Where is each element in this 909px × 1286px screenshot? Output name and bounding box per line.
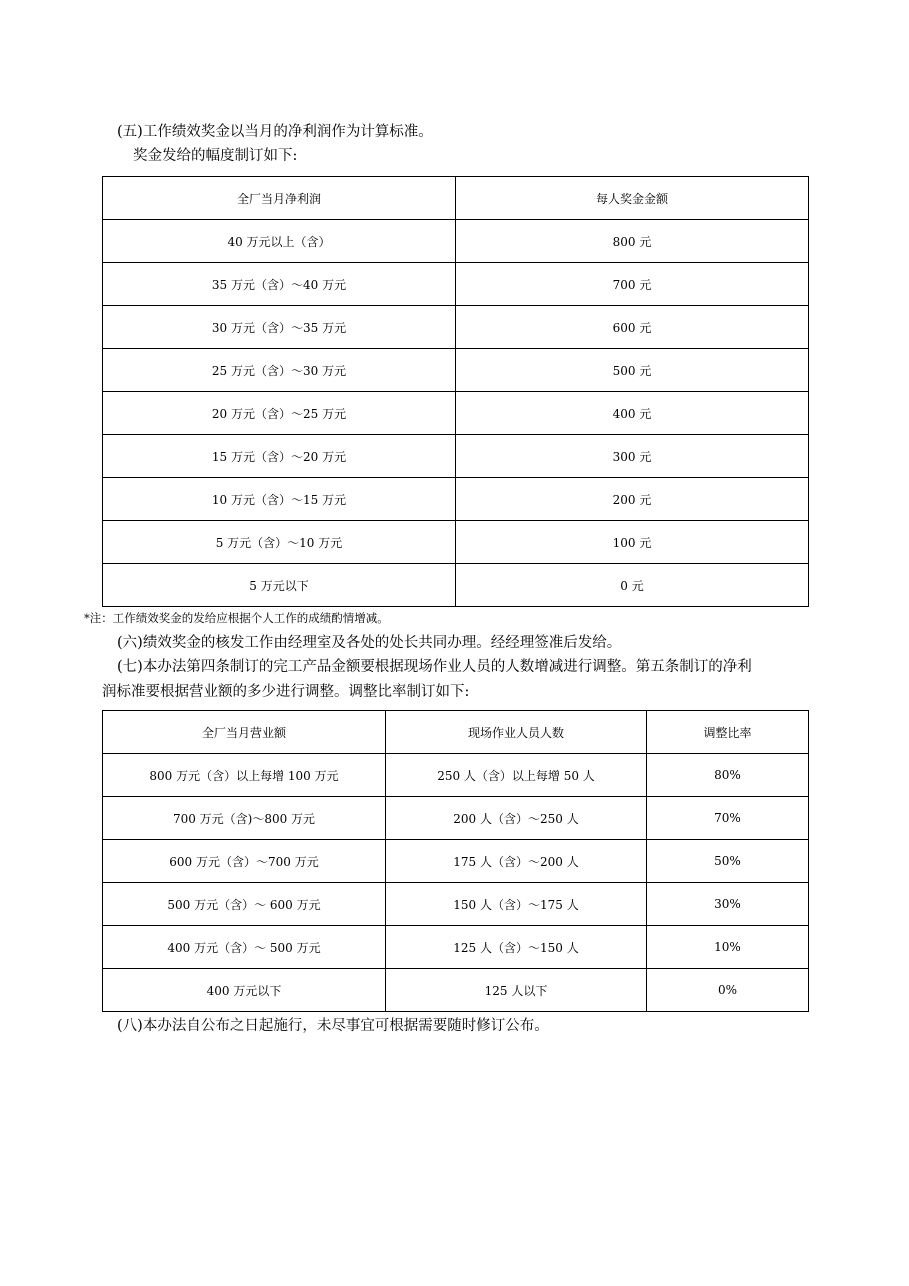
table-cell: 600 万元（含）～700 万元: [103, 840, 386, 883]
table-row: [103, 969, 809, 1012]
table-cell: 0 元: [456, 564, 809, 607]
table-cell: 80%: [647, 754, 809, 797]
table-cell: 200 人（含）～250 人: [386, 797, 647, 840]
table-cell: 125 人（含）～150 人: [386, 926, 647, 969]
paragraph-5: (五)工作绩效奖金以当月的净利润作为计算标准。: [117, 124, 433, 140]
table-cell: 150 人（含）～175 人: [386, 883, 647, 926]
paragraph-7-line-2: 润标准要根据营业额的多少进行调整。调整比率制订如下:: [102, 684, 470, 700]
table-cell: 30 万元（含）～35 万元: [103, 306, 456, 349]
table-cell: 800 万元（含）以上每增 100 万元: [103, 754, 386, 797]
table-row: [103, 392, 809, 435]
table-row: [103, 883, 809, 926]
table-cell: 200 元: [456, 478, 809, 521]
table-row: [103, 349, 809, 392]
header-cell-staff-count: 现场作业人员人数: [386, 711, 647, 754]
table-cell: 15 万元（含）～20 万元: [103, 435, 456, 478]
header-cell-bonus-amount: 每人奖金金额: [456, 177, 809, 220]
table-cell: 400 万元（含）～ 500 万元: [103, 926, 386, 969]
table-cell: 40 万元以上（含）: [103, 220, 456, 263]
table-row: [103, 435, 809, 478]
table-cell: 70%: [647, 797, 809, 840]
table-row: [103, 797, 809, 840]
table-row: [103, 840, 809, 883]
table-row: [103, 263, 809, 306]
table-cell: 30%: [647, 883, 809, 926]
table-cell: 10 万元（含）～15 万元: [103, 478, 456, 521]
table-cell: 35 万元（含）～40 万元: [103, 263, 456, 306]
header-cell-adjust-ratio: 调整比率: [647, 711, 809, 754]
table-row: [103, 754, 809, 797]
paragraph-6: (六)绩效奖金的核发工作由经理室及各处的处长共同办理。经经理签准后发给。: [117, 635, 622, 651]
table-cell: 300 元: [456, 435, 809, 478]
table-header-row: [103, 177, 809, 220]
table-cell: 5 万元（含）～10 万元: [103, 521, 456, 564]
table-cell: 5 万元以下: [103, 564, 456, 607]
table-cell: 0%: [647, 969, 809, 1012]
adjustment-table: [102, 710, 809, 1012]
table-cell: 700 元: [456, 263, 809, 306]
table-cell: 20 万元（含）～25 万元: [103, 392, 456, 435]
bonus-table: [102, 176, 809, 607]
paragraph-8: (八)本办法自公布之日起施行，未尽事宜可根据需要随时修订公布。: [117, 1018, 549, 1034]
table-cell: 500 元: [456, 349, 809, 392]
table-cell: 700 万元（含)～800 万元: [103, 797, 386, 840]
table-cell: 125 人以下: [386, 969, 647, 1012]
table-row: [103, 926, 809, 969]
paragraph-7-line-1: (七)本办法第四条制订的完工产品金额要根据现场作业人员的人数增减进行调整。第五条制订的净利: [117, 659, 752, 675]
table-cell: 50%: [647, 840, 809, 883]
table-header-row: [103, 711, 809, 754]
table-cell: 400 万元以下: [103, 969, 386, 1012]
header-cell-revenue: 全厂当月营业额: [103, 711, 386, 754]
table-cell: 25 万元（含）～30 万元: [103, 349, 456, 392]
paragraph-5-subtitle: 奖金发给的幅度制订如下:: [133, 148, 298, 164]
header-cell-net-profit: 全厂当月净利润: [103, 177, 456, 220]
table-cell: 500 万元（含）～ 600 万元: [103, 883, 386, 926]
table-cell: 800 元: [456, 220, 809, 263]
table-cell: 600 元: [456, 306, 809, 349]
table-row: [103, 306, 809, 349]
table-row: [103, 478, 809, 521]
footnote: *注：工作绩效奖金的发给应根据个人工作的成绩酌情增减。: [84, 611, 389, 625]
table-row: [103, 220, 809, 263]
table-row: [103, 564, 809, 607]
table-row: [103, 521, 809, 564]
table-cell: 175 人（含）～200 人: [386, 840, 647, 883]
table-cell: 400 元: [456, 392, 809, 435]
table-cell: 250 人（含）以上每增 50 人: [386, 754, 647, 797]
table-cell: 100 元: [456, 521, 809, 564]
table-cell: 10%: [647, 926, 809, 969]
